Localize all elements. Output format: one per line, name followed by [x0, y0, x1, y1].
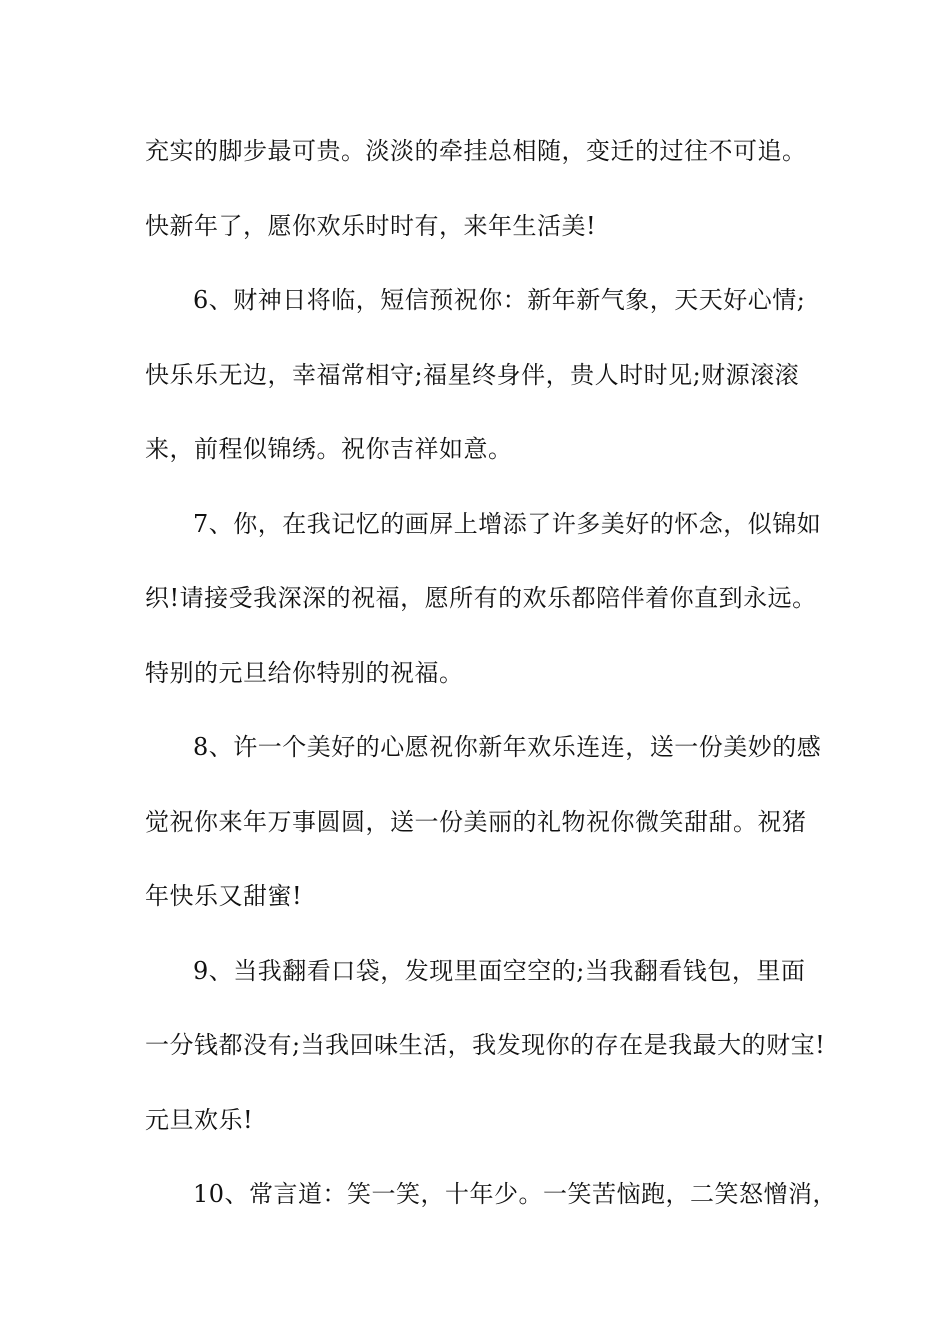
- paragraph-9-line: 9、当我翻看口袋，发现里面空空的;当我翻看钱包，里面: [193, 956, 806, 985]
- text-line: 元旦欢乐!: [145, 1105, 254, 1134]
- paragraph-8-line: 8、许一个美好的心愿祝你新年欢乐连连，送一份美妙的感: [193, 733, 822, 761]
- paragraph-10-line: 10、常言道：笑一笑，十年少。一笑苦恼跑，二笑怒憎消，: [193, 1180, 838, 1208]
- paragraph-6-line: 6、财神日将临，短信预祝你：新年新气象，天天好心情;: [193, 286, 806, 314]
- text-line: 来，前程似锦绣。祝你吉祥如意。: [145, 435, 513, 463]
- text-line: 充实的脚步最可贵。淡淡的牵挂总相随，变迁的过往不可追。: [145, 137, 807, 165]
- text-line: 快新年了，愿你欢乐时时有，来年生活美!: [145, 211, 597, 240]
- text-line: 特别的元旦给你特别的祝福。: [145, 658, 464, 687]
- paragraph-7-line: 7、你，在我记忆的画屏上增添了许多美好的怀念，似锦如: [193, 509, 822, 538]
- text-line: 觉祝你来年万事圆圆，送一份美丽的礼物祝你微笑甜甜。祝猪: [145, 807, 807, 836]
- document-body: [145, 123, 838, 1241]
- text-line: 一分钱都没有;当我回味生活，我发现你的存在是我最大的财宝!: [145, 1031, 826, 1059]
- text-line: 快乐乐无边，幸福常相守;福星终身伴，贵人时时见;财源滚滚: [145, 360, 800, 389]
- text-line: 年快乐又甜蜜!: [145, 882, 303, 910]
- text-line: 织!请接受我深深的祝福，愿所有的欢乐都陪伴着你直到永远。: [145, 584, 817, 612]
